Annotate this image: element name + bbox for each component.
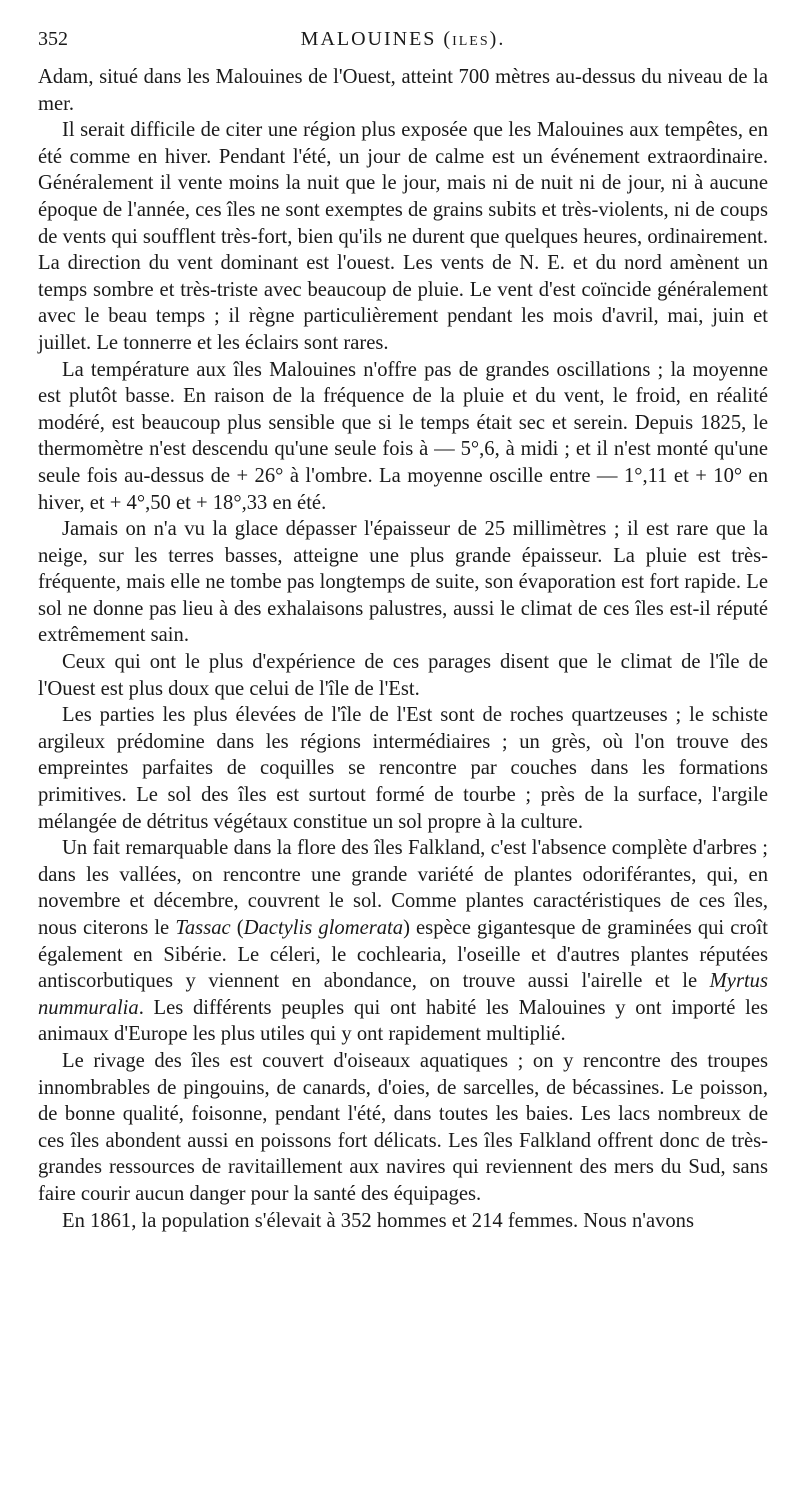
paragraph xyxy=(38,1208,768,1235)
paragraph xyxy=(38,649,768,702)
page-body xyxy=(38,64,768,1234)
paragraph xyxy=(38,835,768,1048)
italic-text: Tassac xyxy=(175,917,231,939)
paragraph xyxy=(38,1048,768,1208)
paragraph xyxy=(38,516,768,649)
text-run: La température aux îles Malouines n'offre pas de grandes oscillations ; la moyenne est plutôt basse. En raison de la fréquence de la pluie et du vent, le froid, en réalité modéré, est beaucoup plus sensible que si le temps était sec et serein. Depuis 1825, le thermomètre n'est descendu qu'une seule fois à — 5°,6, à midi ; et il n'est monté qu'une seule fois au-dessus de + 26° à l'ombre. La moyenne oscille entre — 1°,11 et + 10° en hiver, et + 4°,50 et + 18°,33 en été. xyxy=(38,358,768,514)
text-run: ) espèce gigantesque de graminées qui croît également en Sibérie. Le céleri, le cochlearia, l'oseille et d'autres plantes réputées antiscorbutiques y viennent en abondance, on trouve aussi l'airelle et le xyxy=(38,917,769,993)
paragraph xyxy=(38,117,768,356)
text-run: Le rivage des îles est couvert d'oiseaux aquatiques ; on y rencontre des troupes innombrables de pingouins, de canards, d'oies, de sarcelles, de bécassines. Le poisson, de bonne qualité, foisonne, pendant l'été, dans toutes les baies. Les lacs nombreux de ces îles abondent aussi en poissons fort délicats. Les îles Falkland offrent donc de très-grandes ressources de ravitaillement aux navires qui reviennent des mers du Sud, sans faire courir aucun danger pour la santé des équipages. xyxy=(38,1049,768,1205)
text-run: ( xyxy=(230,917,244,939)
text-run: Il serait difficile de citer une région plus exposée que les Malouines aux tempêtes, en été comme en hiver. Pendant l'été, un jour de calme est un événement extraordinaire. Généralement il vente moins la nuit que le jour, mais ni de nuit ni de jour, ni à aucune époque de l'année, ces îles ne sont exemptes de grains subits et très-violents, ni de coups de vents qui soufflent très-fort, bien qu'ils ne durent que quelques heures, ordinairement. La direction du vent dominant est l'ouest. Les vents de N. E. et du nord amènent un temps sombre et très-triste avec beaucoup de pluie. Le vent d'est coïncide généralement avec le beau temps ; il règne particulièrement pendant les mois d'avril, mai, juin et juillet. Le tonnerre et les éclairs sont rares. xyxy=(38,119,768,354)
running-title-end: ). xyxy=(489,28,506,50)
book-page xyxy=(38,28,768,1234)
running-header xyxy=(38,28,768,64)
text-run: . Les différents peuples qui ont habité les Malouines y ont importé les animaux d'Europe les plus utiles qui y ont rapidement multiplié. xyxy=(38,996,768,1046)
text-run: Les parties les plus élevées de l'île de l'Est sont de roches quartzeuses ; le schiste argileux prédomine dans les régions intermédiaires ; un grès, où l'on trouve des empreintes parfaites de coquilles se rencontre par couches dans les formations primitives. Le sol des îles est surtout formé de tourbe ; près de la surface, l'argile mélangée de détritus végétaux constitue un sol propre à la culture. xyxy=(38,704,768,833)
running-title xyxy=(38,28,768,51)
italic-text: Dactylis glomerata xyxy=(243,917,404,939)
italic-text: Myrtus nummuralia xyxy=(38,970,768,1019)
paragraph xyxy=(38,702,768,835)
text-run: Un fait remarquable dans la flore des îles Falkland, c'est l'absence complète d'arbres ; dans les vallées, on rencontre une grande variété de plantes odoriférantes, qui, en novembre et décembre, couvrent le sol. Comme plantes caractéristiques de ces îles, nous citerons le xyxy=(38,837,768,939)
page-number: 352 xyxy=(38,28,68,50)
paragraph xyxy=(38,64,768,117)
running-title-main: MALOUINES ( xyxy=(300,28,453,50)
text-run: Jamais on n'a vu la glace dépasser l'épaisseur de 25 millimètres ; il est rare que la neige, sur les terres basses, atteigne une plus grande épaisseur. La pluie est très-fréquente, mais elle ne tombe pas longtemps de suite, son évaporation est fort rapide. Le sol ne donne pas lieu à des exhalaisons palustres, aussi le climat de ces îles est-il réputé extrêmement sain. xyxy=(38,518,768,647)
text-run: Ceux qui ont le plus d'expérience de ces parages disent que le climat de l'île de l'Ouest est plus doux que celui de l'île de l'Est. xyxy=(38,651,768,700)
text-run: Adam, situé dans les Malouines de l'Ouest, atteint 700 mètres au-dessus du niveau de la mer. xyxy=(38,66,768,115)
text-run: En 1861, la population s'élevait à 352 hommes et 214 femmes. Nous n'avons xyxy=(62,1209,694,1232)
paragraph xyxy=(38,357,768,517)
running-title-small: ILES xyxy=(452,34,490,49)
